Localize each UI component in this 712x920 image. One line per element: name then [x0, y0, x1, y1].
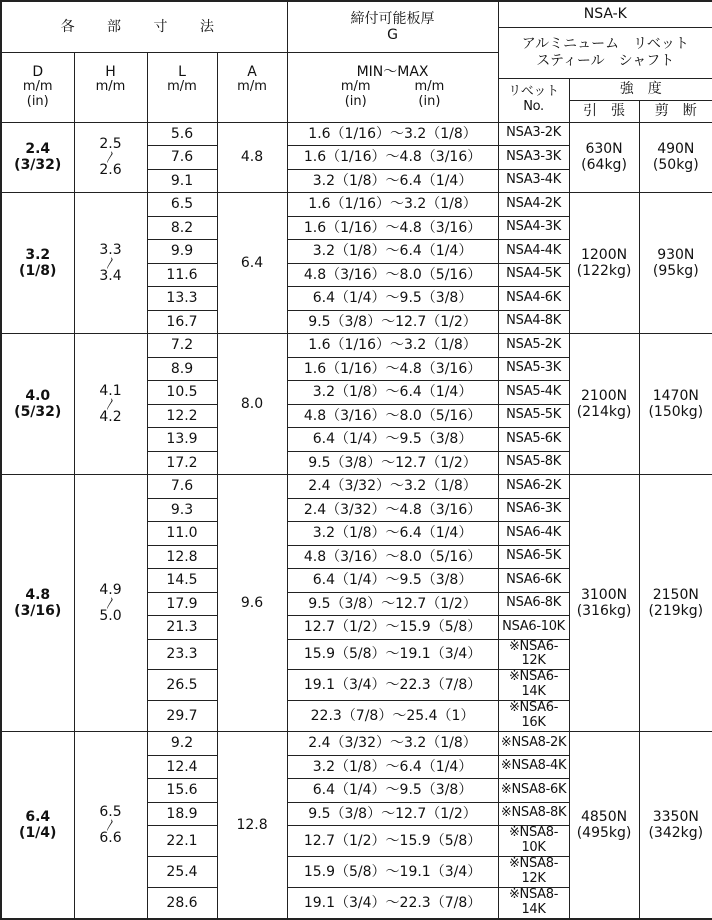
length-cell: 7.2 [147, 334, 217, 358]
head-diameter-cell: 12.8 [217, 732, 287, 919]
tensile-strength-cell: 2100N (214kg) [569, 334, 639, 475]
length-cell: 8.2 [147, 216, 217, 240]
grip-range-cell: 15.9（5/8）〜19.1（3/4） [287, 857, 498, 888]
length-cell: 17.9 [147, 592, 217, 616]
grip-range-cell: 4.8（3/16）〜8.0（5/16） [287, 545, 498, 569]
grip-range-cell: 1.6（1/16）〜3.2（1/8） [287, 193, 498, 217]
grip-title: 締付可能板厚 [350, 10, 435, 27]
col-header-h: H m/m [74, 52, 147, 122]
grip-range-cell: 19.1（3/4）〜22.3（7/8） [287, 887, 498, 918]
grip-range-cell: 2.4（3/32）〜3.2（1/8） [287, 475, 498, 499]
col-header-rivet-no: リベットNo. [498, 78, 569, 122]
rivet-number-cell: ※NSA8-4K [498, 755, 569, 779]
length-cell: 13.9 [147, 428, 217, 452]
grip-range-cell: 2.4（3/32）〜3.2（1/8） [287, 732, 498, 756]
col-header-l: L m/m [147, 52, 217, 122]
grip-range-cell: 3.2（1/8）〜6.4（1/4） [287, 381, 498, 405]
rivet-number-cell: NSA3-2K [498, 122, 569, 146]
rivet-number-cell: ※NSA8-2K [498, 732, 569, 756]
col-header-a: A m/m [217, 52, 287, 122]
head-height-cell: 4.9 〳 5.0 [74, 475, 147, 732]
length-cell: 14.5 [147, 569, 217, 593]
length-cell: 13.3 [147, 287, 217, 311]
rivet-number-cell: ※NSA6-12K [498, 639, 569, 670]
grip-range-cell: 4.8（3/16）〜8.0（5/16） [287, 263, 498, 287]
grip-range-cell: 2.4（3/32）〜4.8（3/16） [287, 498, 498, 522]
length-cell: 11.6 [147, 263, 217, 287]
shear-strength-cell: 2150N (219kg) [639, 475, 712, 732]
head-diameter-cell: 6.4 [217, 193, 287, 334]
rivet-number-cell: NSA4-6K [498, 287, 569, 311]
rivet-number-cell: NSA5-6K [498, 428, 569, 452]
length-cell: 12.8 [147, 545, 217, 569]
col-header-tensile: 引 張 [569, 100, 639, 122]
tensile-strength-cell: 3100N (316kg) [569, 475, 639, 732]
grip-range-cell: 1.6（1/16）〜3.2（1/8） [287, 122, 498, 146]
rivet-number-cell: NSA5-2K [498, 334, 569, 358]
grip-range-cell: 22.3（7/8）〜25.4（1） [287, 701, 498, 732]
col-header-strength: 強 度 [569, 78, 712, 100]
length-cell: 11.0 [147, 522, 217, 546]
grip-range-cell: 9.5（3/8）〜12.7（1/2） [287, 451, 498, 475]
shear-strength-cell: 1470N (150kg) [639, 334, 712, 475]
grip-range-cell: 3.2（1/8）〜6.4（1/4） [287, 755, 498, 779]
col-header-shear: 剪 断 [639, 100, 712, 122]
rivet-number-cell: NSA5-3K [498, 357, 569, 381]
length-cell: 9.2 [147, 732, 217, 756]
rivet-number-cell: ※NSA6-16K [498, 701, 569, 732]
length-cell: 28.6 [147, 887, 217, 918]
rivet-number-cell: NSA5-4K [498, 381, 569, 405]
rivet-number-cell: NSA4-5K [498, 263, 569, 287]
rivet-number-cell: ※NSA8-6K [498, 779, 569, 803]
table-row [1, 475, 712, 499]
rivet-number-cell: ※NSA8-12K [498, 857, 569, 888]
length-cell: 7.6 [147, 146, 217, 170]
tensile-strength-cell: 4850N (495kg) [569, 732, 639, 919]
product-header: NSA-K [498, 1, 712, 27]
length-cell: 6.5 [147, 193, 217, 217]
length-cell: 9.1 [147, 169, 217, 193]
grip-range-cell: 6.4（1/4）〜9.5（3/8） [287, 569, 498, 593]
head-height-cell: 6.5 〳 6.6 [74, 732, 147, 919]
rivet-number-cell: NSA4-4K [498, 240, 569, 264]
diameter-cell: 3.2 (1/8) [1, 193, 74, 334]
rivet-number-cell: NSA6-3K [498, 498, 569, 522]
rivet-number-cell: NSA3-4K [498, 169, 569, 193]
dims-header: 各 部 寸 法 [1, 1, 287, 52]
length-cell: 10.5 [147, 381, 217, 405]
diameter-cell: 2.4 (3/32) [1, 122, 74, 193]
table-row [1, 732, 712, 756]
grip-range-cell: 3.2（1/8）〜6.4（1/4） [287, 522, 498, 546]
grip-range-cell: 6.4（1/4）〜9.5（3/8） [287, 428, 498, 452]
grip-range-cell: 12.7（1/2）〜15.9（5/8） [287, 826, 498, 857]
rivet-number-cell: NSA6-6K [498, 569, 569, 593]
rivet-number-cell: NSA5-5K [498, 404, 569, 428]
diameter-cell: 4.0 (5/32) [1, 334, 74, 475]
length-cell: 26.5 [147, 670, 217, 701]
length-cell: 5.6 [147, 122, 217, 146]
length-cell: 8.9 [147, 357, 217, 381]
rivet-number-cell: NSA4-8K [498, 310, 569, 334]
grip-header [287, 1, 498, 52]
grip-range-cell: 1.6（1/16）〜4.8（3/16） [287, 357, 498, 381]
length-cell: 9.9 [147, 240, 217, 264]
rivet-number-cell: NSA6-8K [498, 592, 569, 616]
diameter-cell: 6.4 (1/4) [1, 732, 74, 919]
length-cell: 21.3 [147, 616, 217, 640]
grip-range-cell: 9.5（3/8）〜12.7（1/2） [287, 310, 498, 334]
rivet-number-cell: NSA3-3K [498, 146, 569, 170]
rivet-number-cell: NSA4-3K [498, 216, 569, 240]
diameter-cell: 4.8 (3/16) [1, 475, 74, 732]
grip-range-cell: 15.9（5/8）〜19.1（3/4） [287, 639, 498, 670]
grip-range-cell: 6.4（1/4）〜9.5（3/8） [287, 779, 498, 803]
length-cell: 17.2 [147, 451, 217, 475]
tensile-strength-cell: 630N (64kg) [569, 122, 639, 193]
rivet-number-cell: ※NSA8-8K [498, 802, 569, 826]
tensile-strength-cell: 1200N (122kg) [569, 193, 639, 334]
shear-strength-cell: 3350N (342kg) [639, 732, 712, 919]
head-diameter-cell: 9.6 [217, 475, 287, 732]
length-cell: 15.6 [147, 779, 217, 803]
grip-range-cell: 12.7（1/2）〜15.9（5/8） [287, 616, 498, 640]
rivet-number-cell: NSA5-8K [498, 451, 569, 475]
grip-range-cell: 6.4（1/4）〜9.5（3/8） [287, 287, 498, 311]
rivet-number-cell: ※NSA8-14K [498, 887, 569, 918]
shear-strength-cell: 930N (95kg) [639, 193, 712, 334]
grip-range-cell: 3.2（1/8）〜6.4（1/4） [287, 240, 498, 264]
length-cell: 23.3 [147, 639, 217, 670]
head-diameter-cell: 8.0 [217, 334, 287, 475]
grip-range-cell: 9.5（3/8）〜12.7（1/2） [287, 592, 498, 616]
length-cell: 29.7 [147, 701, 217, 732]
grip-symbol: G [387, 26, 398, 43]
col-header-d: D m/m (in) [1, 52, 74, 122]
rivet-number-cell: NSA6-2K [498, 475, 569, 499]
head-height-cell: 2.5 〳 2.6 [74, 122, 147, 193]
rivet-number-cell: NSA6-10K [498, 616, 569, 640]
rivet-number-cell: ※NSA6-14K [498, 670, 569, 701]
shear-strength-cell: 490N (50kg) [639, 122, 712, 193]
length-cell: 18.9 [147, 802, 217, 826]
table-row [1, 193, 712, 217]
grip-range-cell: 9.5（3/8）〜12.7（1/2） [287, 802, 498, 826]
rivet-number-cell: NSA4-2K [498, 193, 569, 217]
table-row [1, 122, 712, 146]
head-height-cell: 3.3 〳 3.4 [74, 193, 147, 334]
length-cell: 16.7 [147, 310, 217, 334]
length-cell: 12.4 [147, 755, 217, 779]
length-cell: 9.3 [147, 498, 217, 522]
length-cell: 7.6 [147, 475, 217, 499]
grip-range-cell: 1.6（1/16）〜4.8（3/16） [287, 216, 498, 240]
grip-range-cell: 4.8（3/16）〜8.0（5/16） [287, 404, 498, 428]
grip-range-cell: 3.2（1/8）〜6.4（1/4） [287, 169, 498, 193]
grip-range-cell: 1.6（1/16）〜4.8（3/16） [287, 146, 498, 170]
rivet-number-cell: NSA6-4K [498, 522, 569, 546]
head-diameter-cell: 4.8 [217, 122, 287, 193]
grip-range-cell: 19.1（3/4）〜22.3（7/8） [287, 670, 498, 701]
col-header-grip-range: MIN〜MAX m/m (in) m/m (in) [287, 52, 498, 122]
length-cell: 22.1 [147, 826, 217, 857]
rivet-number-cell: NSA6-5K [498, 545, 569, 569]
table-row [1, 334, 712, 358]
rivet-number-cell: ※NSA8-10K [498, 826, 569, 857]
length-cell: 12.2 [147, 404, 217, 428]
product-subheader: アルミニューム リベット スティール シャフト [498, 27, 712, 78]
head-height-cell: 4.1 〳 4.2 [74, 334, 147, 475]
length-cell: 25.4 [147, 857, 217, 888]
grip-range-cell: 1.6（1/16）〜3.2（1/8） [287, 334, 498, 358]
